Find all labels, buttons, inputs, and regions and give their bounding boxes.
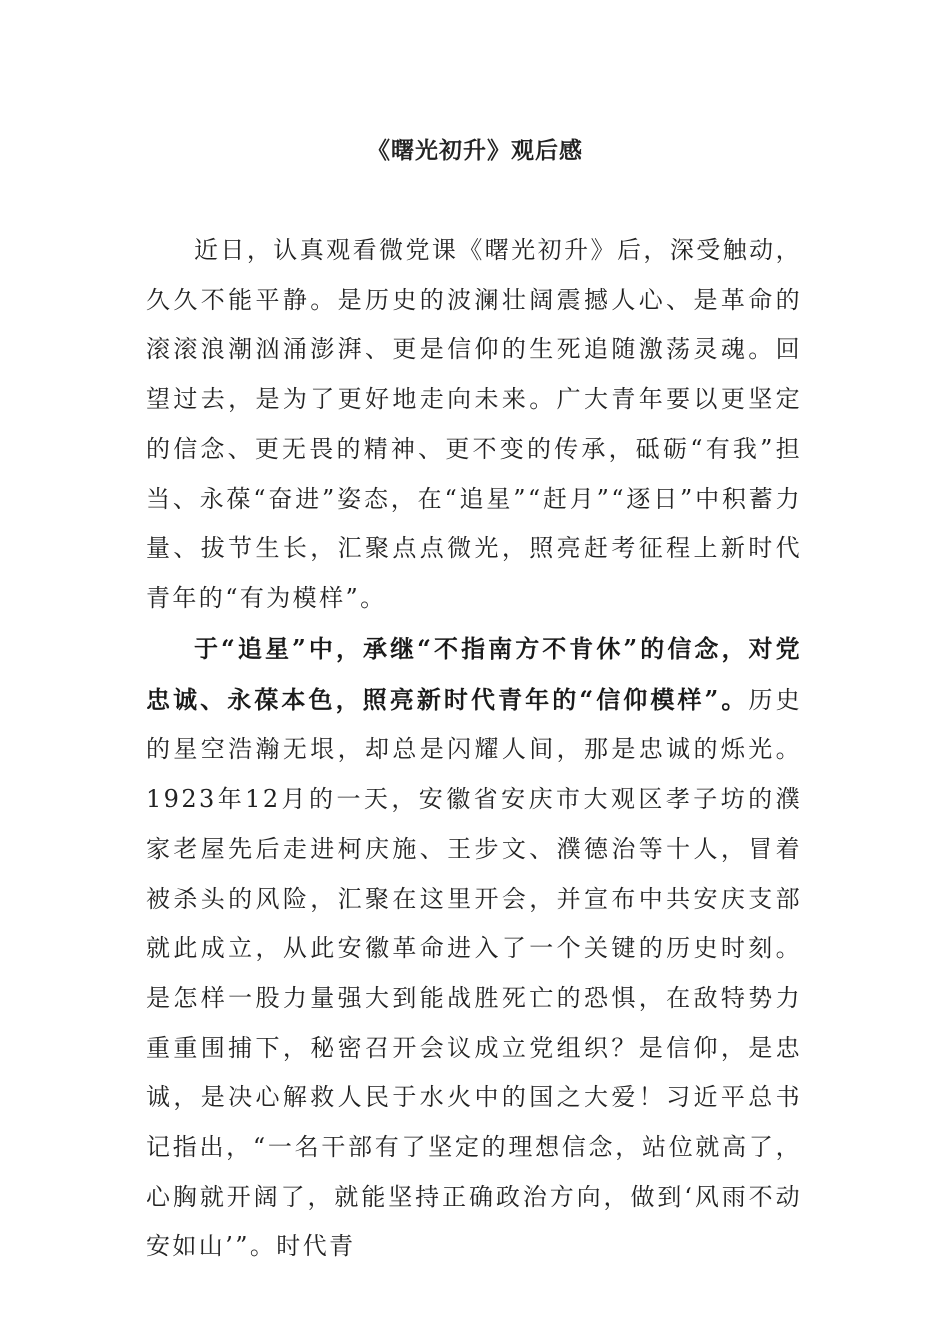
paragraph-faith-text: 历史的星空浩瀚无垠，却总是闪耀人间，那是忠诚的烁光。1923年12月的一天，安徽省安庆市大观区孝子坊的濮家老屋先后走进柯庆施、王步文、濮德治等十人，冒着被杀头的风险，汇聚在这里开会，并宣布中共安庆支部就此成立，从此安徽革命进入了一个关键的历史时刻。是怎样一股力量强大到能战胜死亡的恐惧，在敌特势力重重围捕下，秘密召开会议成立党组织？是信仰，是忠诚，是决心解救人民于水火中的国之大爱！习近平总书记指出，“一名干部有了坚定的理想信念，站位就高了，心胸就开阔了，就能坚持正确政治方向，做到‘风雨不动安如山’”。时代青 — [146, 685, 802, 1261]
paragraph-faith — [146, 624, 802, 1272]
paragraph-faith-heading: 于“追星”中，承继“不指南方不肯休”的信念，对党忠诚、永葆本色，照亮新时代青年的“信仰模样”。 — [146, 634, 802, 714]
paragraph-intro — [146, 226, 802, 624]
paragraph-intro-text: 近日，认真观看微党课《曙光初升》后，深受触动，久久不能平静。是历史的波澜壮阔震撼人心、是革命的滚滚浪潮汹涌澎湃、更是信仰的生死追随激荡灵魂。回望过去，是为了更好地走向未来。广大青年要以更坚定的信念、更无畏的精神、更不变的传承，砥砺“有我”担当、永葆“奋进”姿态，在“追星”“赶月”“逐日”中积蓄力量、拔节生长，汇聚点点微光，照亮赶考征程上新时代青年的“有为模样”。 — [146, 236, 802, 612]
document-title: 《曙光初升》观后感 — [367, 137, 583, 164]
